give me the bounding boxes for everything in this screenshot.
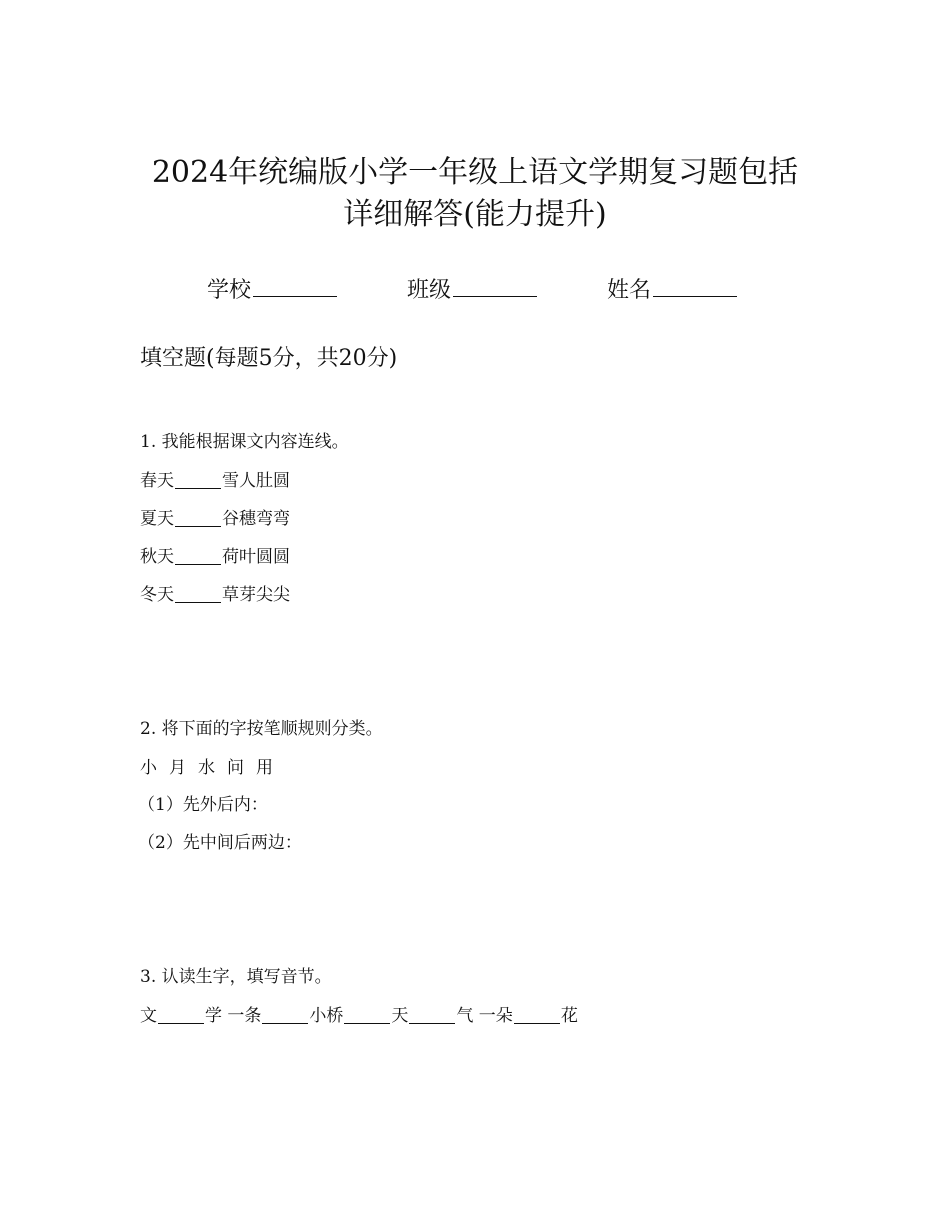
q2-char: 用 bbox=[256, 758, 273, 778]
q3-blank[interactable] bbox=[344, 1022, 390, 1024]
q1-row bbox=[140, 587, 290, 604]
name-blank[interactable] bbox=[653, 296, 737, 297]
q3-blank[interactable] bbox=[514, 1022, 560, 1024]
q2-char: 问 bbox=[227, 758, 244, 778]
school-label: 学校 bbox=[207, 278, 252, 303]
q2-prompt: 2. 将下面的字按笔顺规则分类。 bbox=[140, 719, 383, 739]
q1-right: 谷穗弯弯 bbox=[222, 509, 290, 529]
q1-blank[interactable] bbox=[175, 563, 221, 565]
q1-blank[interactable] bbox=[175, 601, 221, 603]
q3-row bbox=[140, 1008, 578, 1025]
q2-sub2: （2）先中间后两边： bbox=[138, 833, 302, 853]
q1-left: 秋天 bbox=[140, 547, 174, 567]
q3-text: 学 一条 bbox=[205, 1006, 262, 1026]
q1-right: 雪人肚圆 bbox=[222, 471, 290, 491]
q1-row bbox=[140, 549, 290, 566]
q2-sub1: （1）先外后内： bbox=[138, 795, 268, 815]
q3-blank[interactable] bbox=[158, 1022, 204, 1024]
name-label: 姓名 bbox=[607, 278, 652, 303]
school-blank[interactable] bbox=[253, 296, 337, 297]
name-field bbox=[607, 280, 737, 302]
q3-prompt: 3. 认读生字，填写音节。 bbox=[140, 967, 332, 987]
q1-blank[interactable] bbox=[175, 487, 221, 489]
q3-text: 花 bbox=[560, 1006, 578, 1026]
section-title: 填空题(每题5分，共20分) bbox=[140, 346, 398, 371]
q3-blank[interactable] bbox=[409, 1022, 455, 1024]
q3-blank[interactable] bbox=[262, 1022, 308, 1024]
q1-row bbox=[140, 473, 290, 490]
class-blank[interactable] bbox=[453, 296, 537, 297]
q1-right: 草芽尖尖 bbox=[222, 585, 290, 605]
q3-text: 气 一朵 bbox=[456, 1006, 513, 1026]
document-title-line1: 2024年统编版小学一年级上语文学期复习题包括 bbox=[151, 155, 799, 190]
class-field bbox=[407, 280, 537, 302]
q3-text: 文 bbox=[140, 1006, 157, 1026]
q1-left: 夏天 bbox=[140, 509, 174, 529]
q1-left: 冬天 bbox=[140, 585, 174, 605]
q3-text: 小桥 bbox=[309, 1006, 344, 1026]
q1-row bbox=[140, 511, 290, 528]
q1-blank[interactable] bbox=[175, 525, 221, 527]
q1-right: 荷叶圆圆 bbox=[222, 547, 290, 567]
q3-text: 天 bbox=[391, 1006, 409, 1026]
q2-char: 月 bbox=[169, 758, 186, 778]
q2-chars bbox=[140, 760, 273, 777]
q1-prompt: 1. 我能根据课文内容连线。 bbox=[140, 432, 349, 452]
q2-char: 小 bbox=[140, 758, 157, 778]
class-label: 班级 bbox=[407, 278, 452, 303]
q2-char: 水 bbox=[198, 758, 215, 778]
school-field bbox=[207, 280, 337, 302]
document-title-line2: 详细解答(能力提升) bbox=[343, 197, 607, 232]
q1-left: 春天 bbox=[140, 471, 174, 491]
